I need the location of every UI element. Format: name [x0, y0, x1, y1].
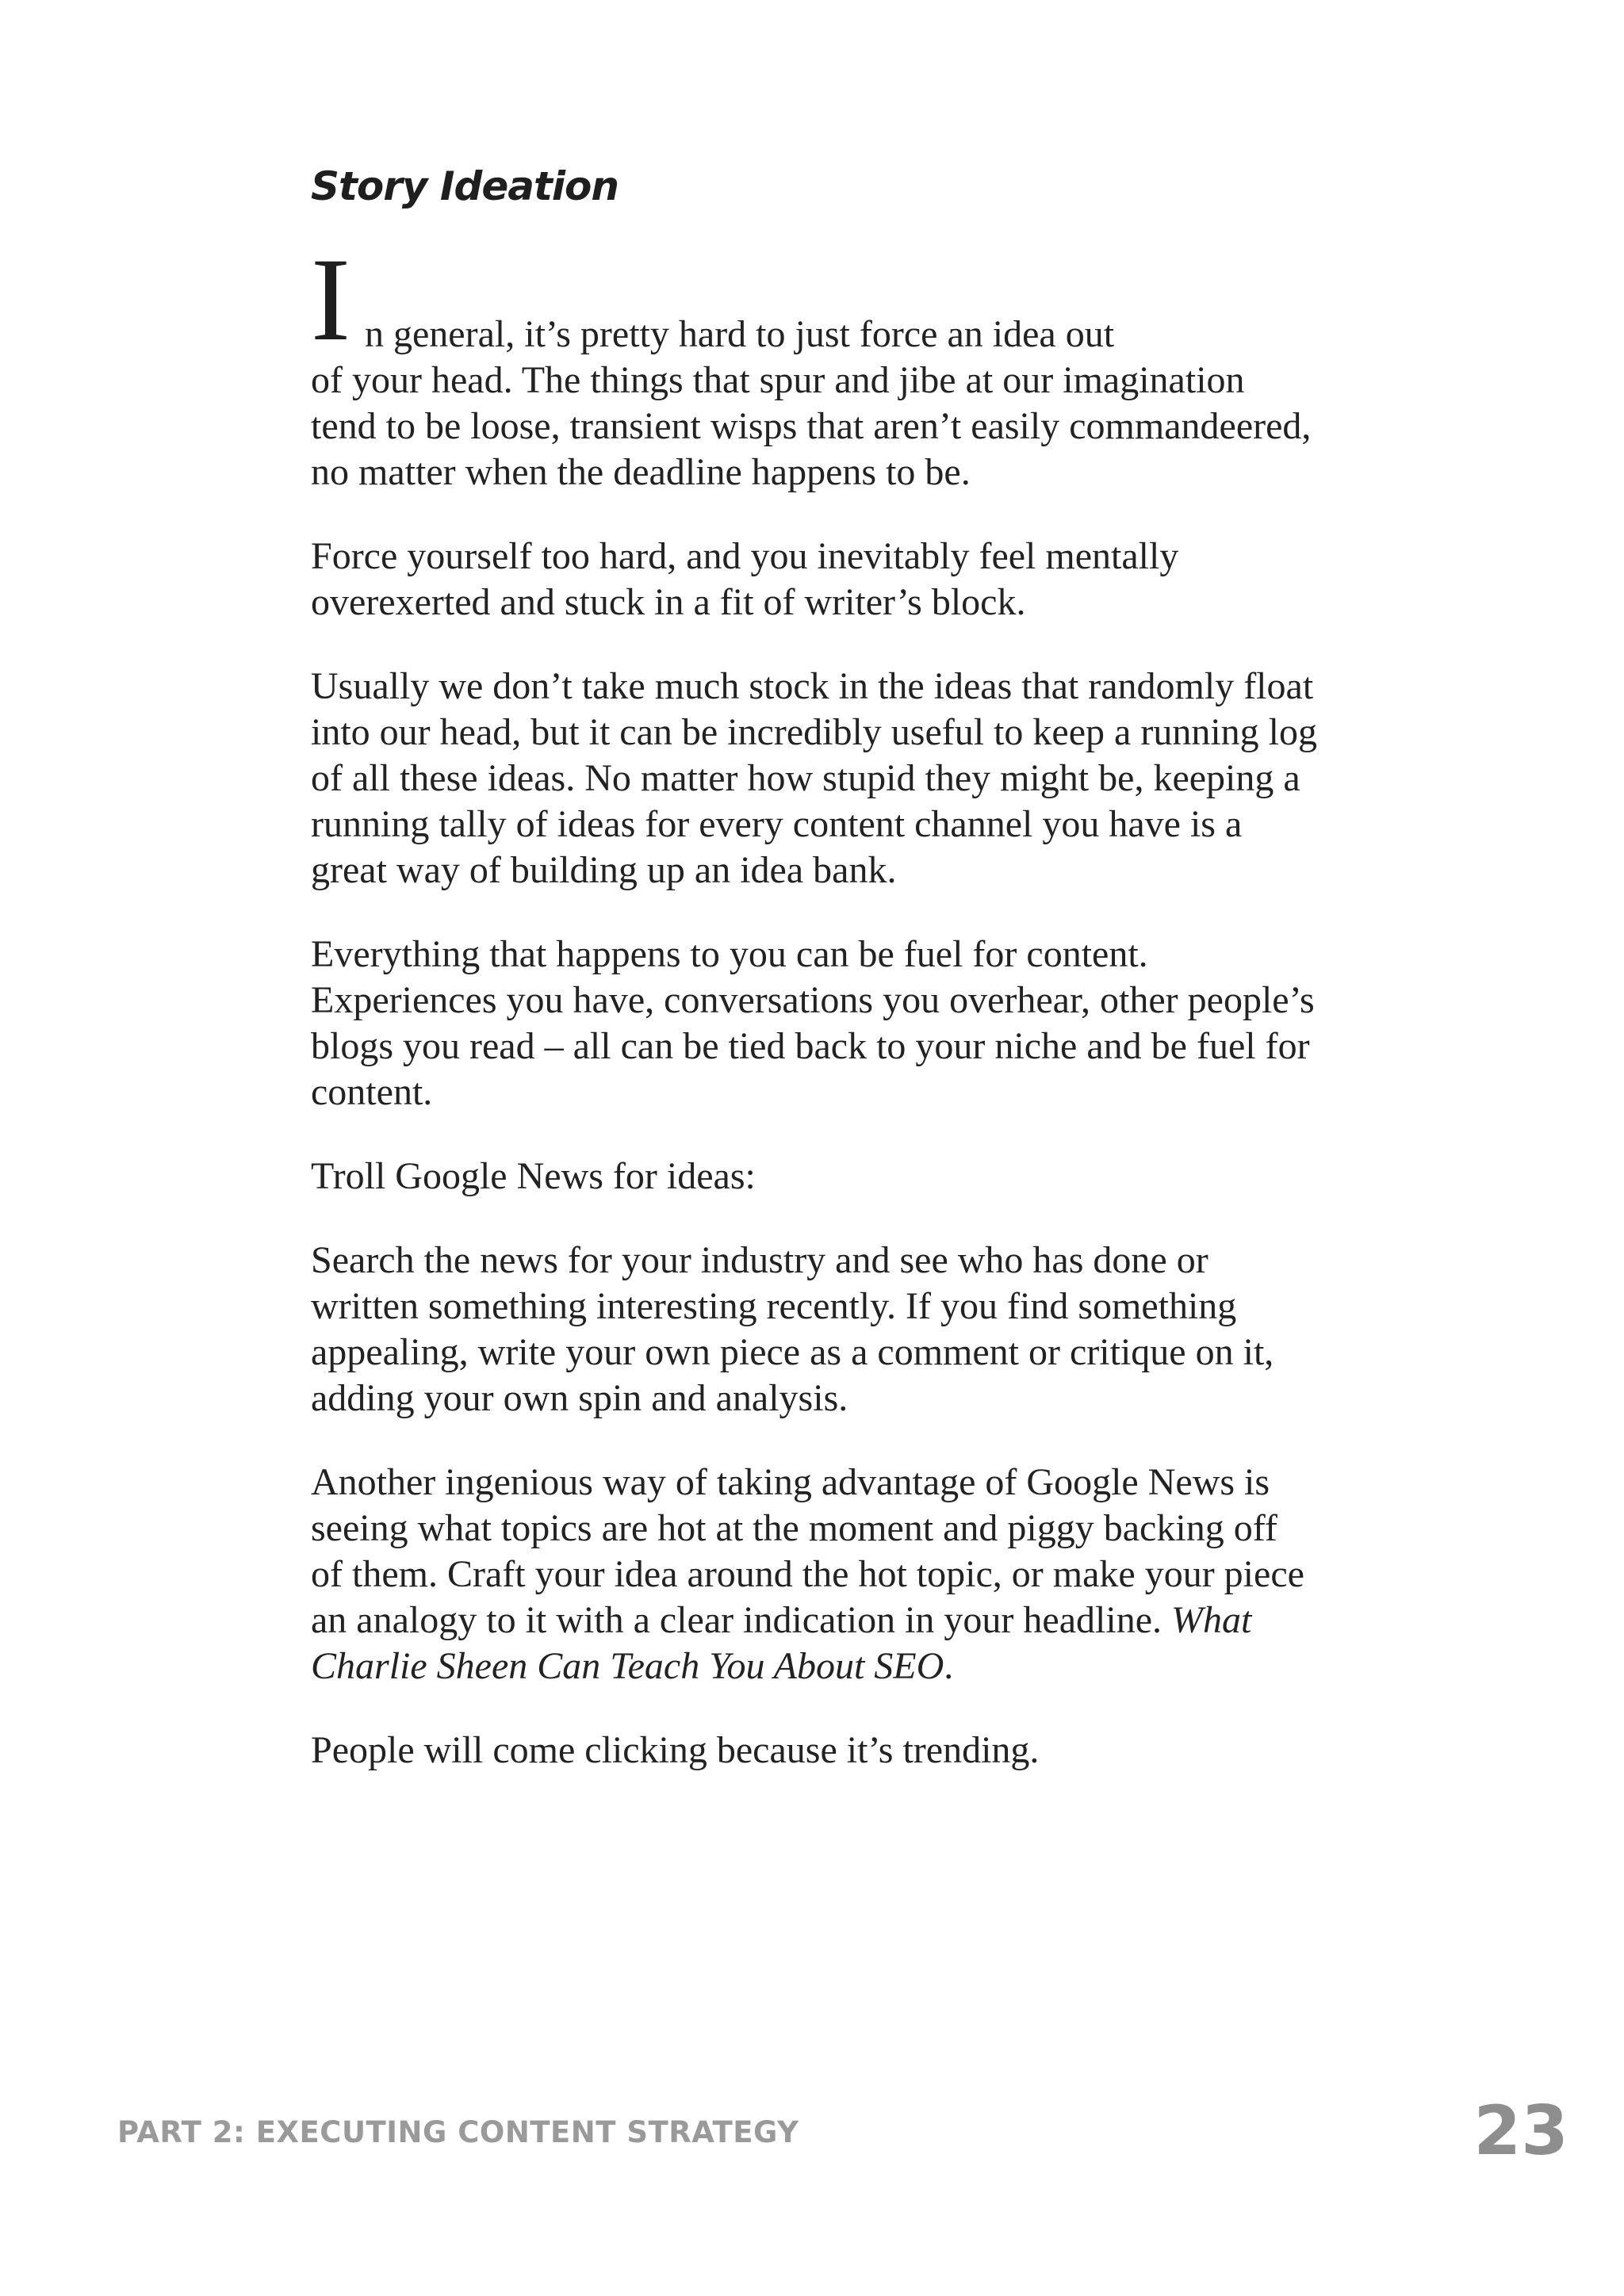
paragraph-hot-topics	[311, 1460, 1318, 1689]
dropcap-letter: I	[311, 234, 350, 365]
footer-part-label: PART 2: EXECUTING CONTENT STRATEGY	[117, 2115, 799, 2149]
page-number: 23	[1473, 2091, 1568, 2171]
paragraph-idea-log: Usually we don’t take much stock in the ideas that randomly float into our head, but it can be incredibly useful to keep a running log of all these ideas. No matter how stupid they might be, keeping a running tally of ideas for every content channel you have is a great way of building up an idea bank.	[311, 665, 1317, 891]
section-title: Story Ideation	[311, 163, 619, 209]
first-line-text: n general, it’s pretty hard to just force an idea out	[365, 313, 1115, 355]
dropcap-line	[311, 234, 1318, 365]
hot-topics-text: Another ingenious way of taking advantage of Google News is seeing what topics are hot at the moment and piggy backing off of them. Craft your idea around the hot topic, or make your piece an analogy to it with a clear indication in your headline.	[311, 1461, 1304, 1641]
paragraph-fuel-for-content: Everything that happens to you can be fuel for content. Experiences you have, conversations you overhear, other people’s blogs you read – all can be tied back to your niche and be fuel for content.	[311, 933, 1315, 1113]
paragraph-intro	[311, 234, 1318, 496]
paragraph-search-news: Search the news for your industry and see who has done or written something interesting recently. If you find something appealing, write your own piece as a comment or critique on it, adding your own spin and analysis.	[311, 1239, 1274, 1419]
page-content	[311, 163, 1318, 1774]
paragraph-troll-google-news: Troll Google News for ideas:	[311, 1155, 756, 1197]
intro-rest-text: of your head. The things that spur and jibe at our imagination tend to be loose, transient wisps that aren’t easily commandeered, no matter when the deadline happens to be.	[311, 359, 1312, 493]
paragraph-writers-block: Force yourself too hard, and you inevitably feel mentally overexerted and stuck in a fit of writer’s block.	[311, 535, 1179, 623]
paragraph-closing: People will come clicking because it’s trending.	[311, 1729, 1040, 1771]
example-headline: What Charlie Sheen Can Teach You About SEO	[311, 1599, 1252, 1687]
hot-topics-end: .	[944, 1645, 954, 1687]
